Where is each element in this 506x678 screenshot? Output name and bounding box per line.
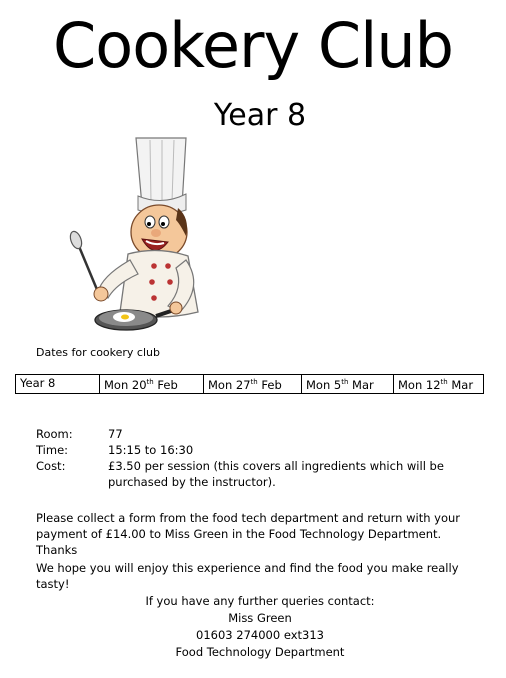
table-cell-date (204, 375, 302, 394)
form-instructions: Please collect a form from the food tech department and return with your payment of £14.00 to Miss Green in the Food Technology Department. Thanks (36, 511, 461, 557)
date-suffix: th (341, 378, 349, 386)
date-day: Mon 27 (208, 377, 251, 392)
table-cell-date (302, 375, 394, 394)
dates-table (15, 374, 484, 394)
cost-row (36, 458, 458, 490)
chef-illustration (58, 136, 208, 334)
date-month: Mar (348, 377, 374, 392)
date-month: Mar (447, 377, 474, 392)
date-day: Mon 5 (306, 377, 342, 392)
page-subtitle: Year 8 (213, 98, 307, 133)
time-row (36, 442, 458, 458)
contact-department: Food Technology Department (175, 645, 345, 659)
cost-value: £3.50 per session (this covers all ingredients which will be purchased by the instructor). (108, 459, 444, 489)
contact-block (0, 593, 506, 661)
time-value: 15:15 to 16:30 (108, 443, 194, 457)
contact-name: Miss Green (228, 611, 292, 625)
date-day: Mon 20 (104, 377, 147, 392)
dates-caption: Dates for cookery club (36, 346, 160, 359)
table-row (16, 375, 484, 394)
cost-label: Cost: (36, 459, 66, 473)
date-suffix: th (146, 378, 154, 386)
date-suffix: th (440, 378, 448, 386)
date-day: Mon 12 (398, 377, 441, 392)
time-label: Time: (36, 443, 69, 457)
contact-intro: If you have any further queries contact: (145, 594, 375, 608)
date-month: Feb (153, 377, 178, 392)
page-title: Cookery Club (52, 9, 454, 82)
date-month: Feb (257, 377, 282, 392)
table-cell-date (394, 375, 484, 394)
closing-message: We hope you will enjoy this experience and find the food you make really tasty! (36, 561, 459, 591)
room-label: Room: (36, 427, 73, 441)
room-row (36, 426, 458, 442)
session-details (36, 426, 458, 490)
date-suffix: th (250, 378, 258, 386)
table-cell-date (100, 375, 204, 394)
room-value: 77 (108, 427, 123, 441)
contact-phone: 01603 274000 ext313 (196, 628, 324, 642)
table-cell-year: Year 8 (16, 375, 100, 394)
